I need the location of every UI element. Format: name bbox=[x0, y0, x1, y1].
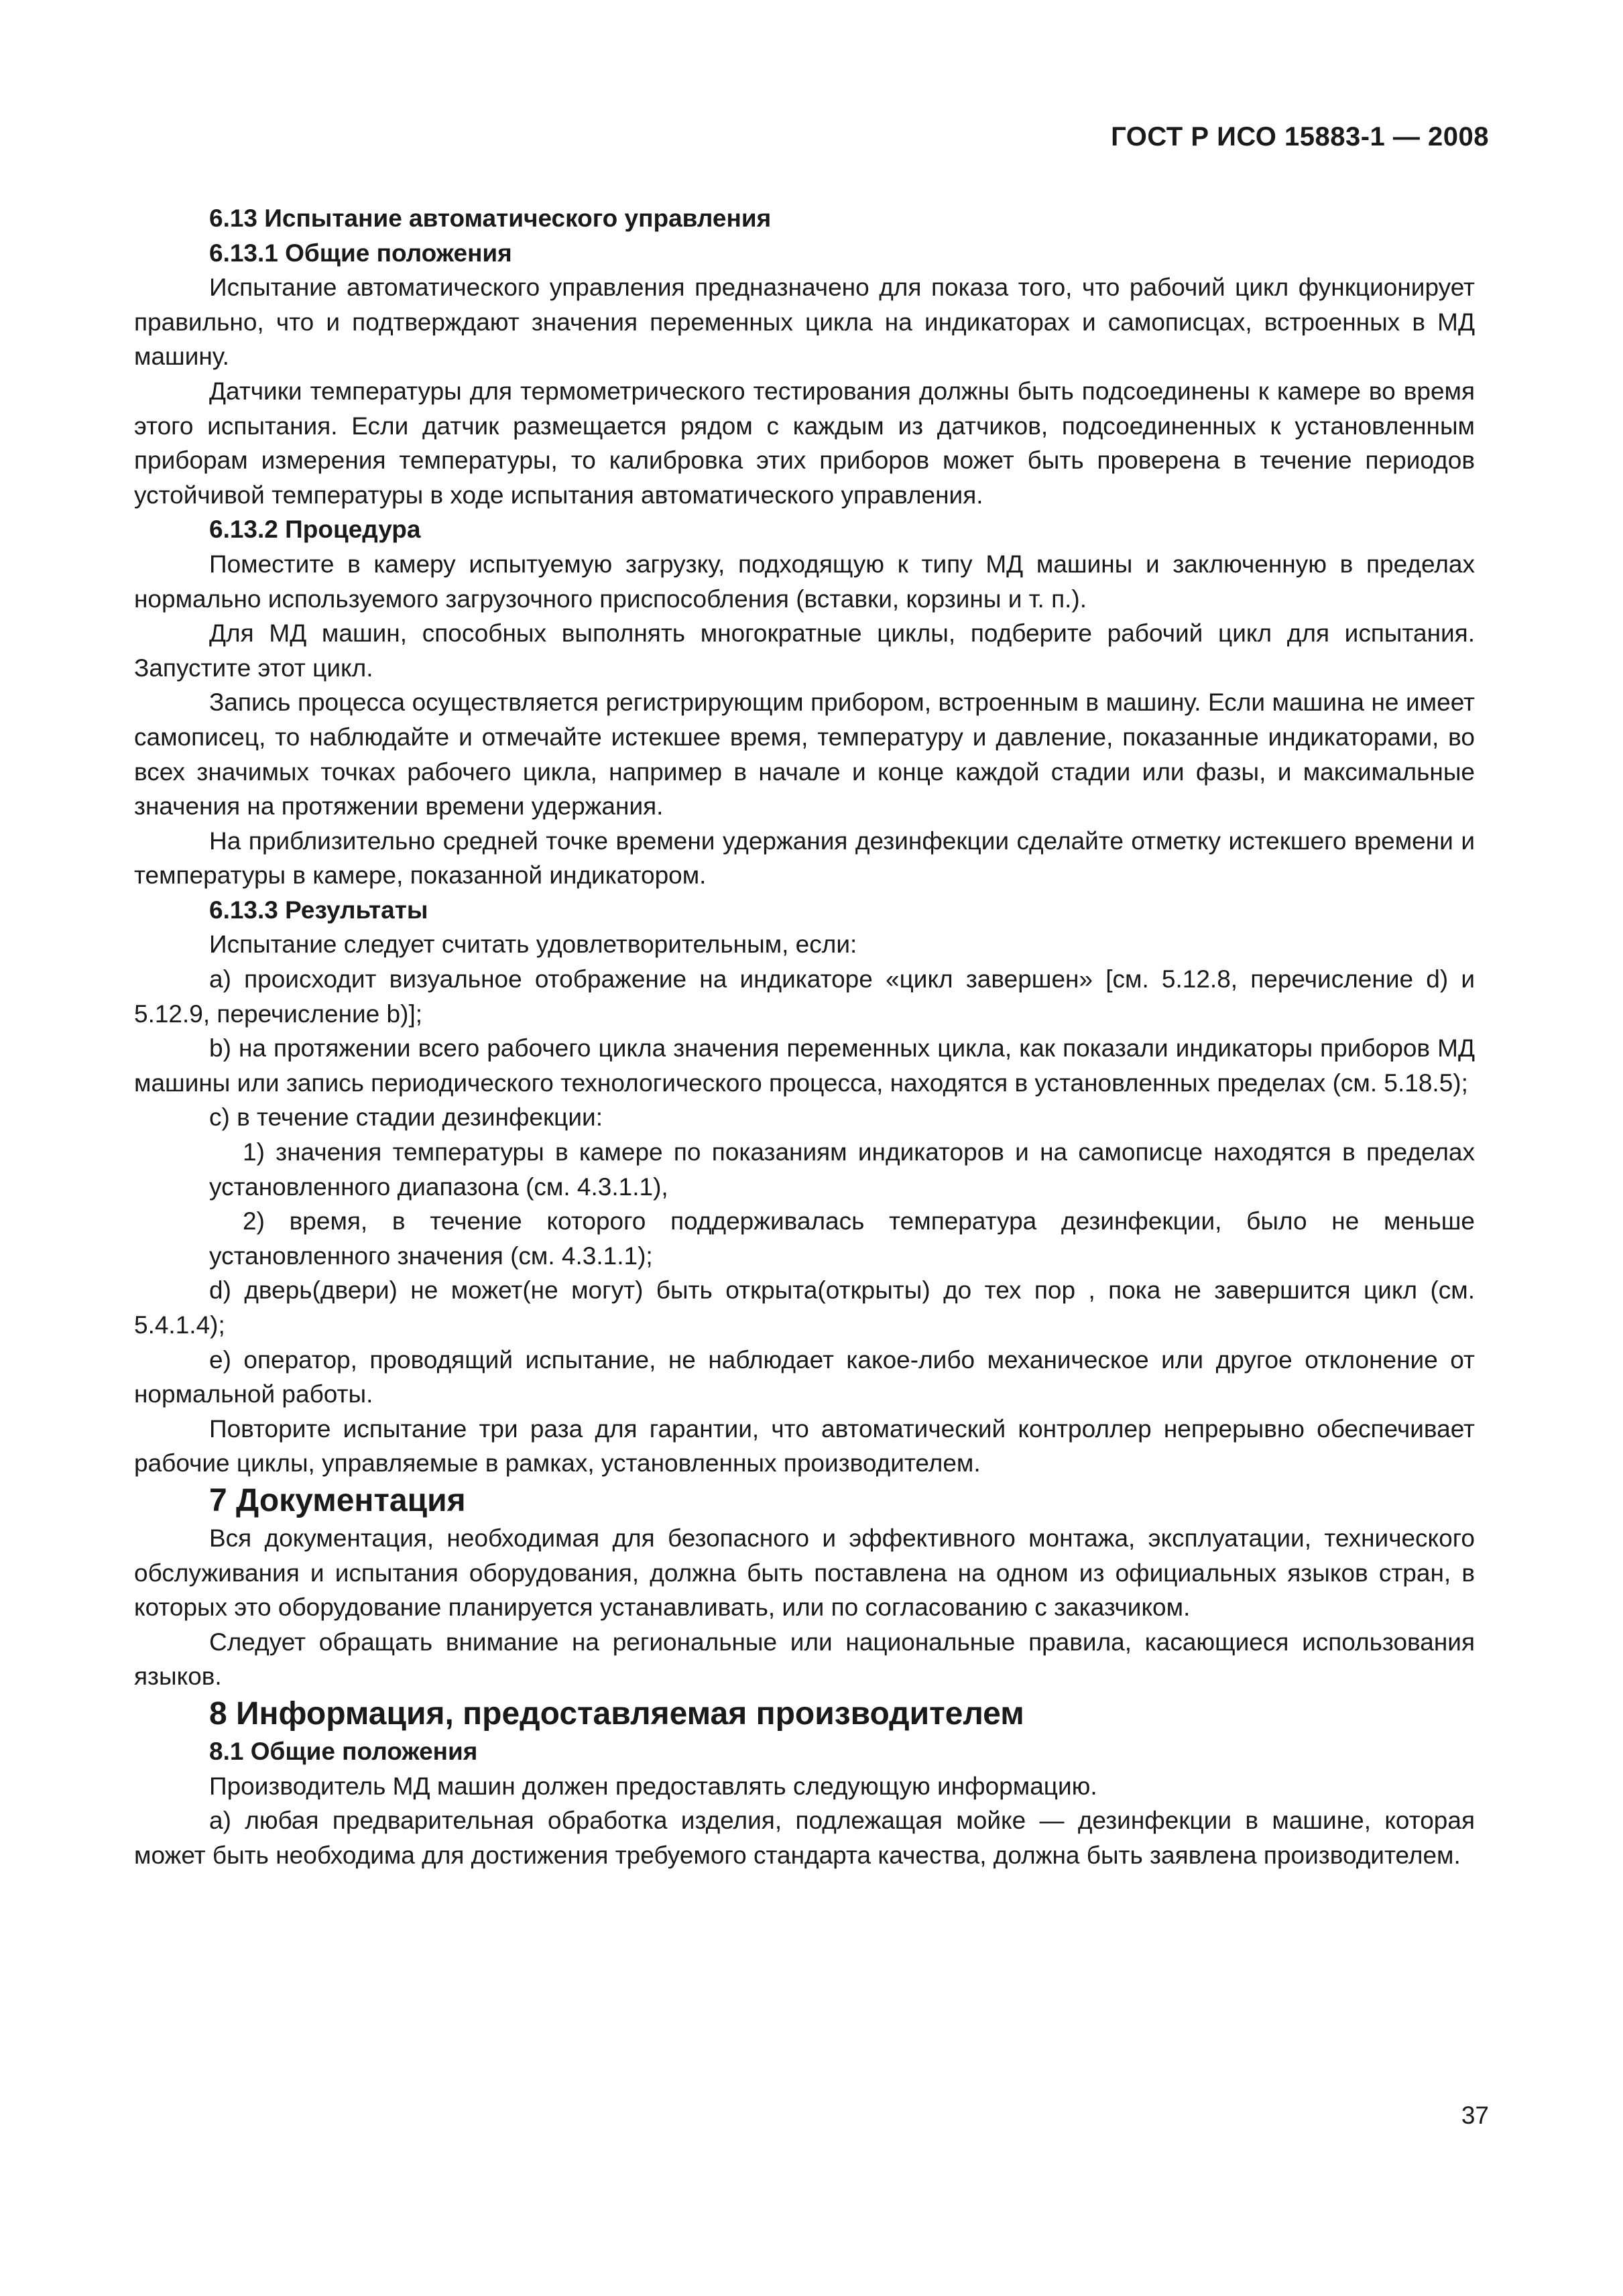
section-6-13-2-title: 6.13.2 Процедура bbox=[209, 516, 421, 544]
section-7-title: 7 Документация bbox=[209, 1482, 466, 1518]
paragraph: Датчики температуры для термометрического тестирования должны быть подсоединены к камере во время этого испытания. Если датчик размещается рядом с каждым из датчиков, подсоединенных к установленным приборам измерения температуры, то калибровка этих приборов может быть проверена в течение периодов устойчивой температуры в ходе испытания автоматического управления. bbox=[134, 377, 1475, 509]
paragraph: Испытание следует считать удовлетворительным, если: bbox=[209, 930, 857, 959]
document-header: ГОСТ Р ИСО 15883-1 — 2008 bbox=[1111, 122, 1489, 152]
paragraph: Повторите испытание три раза для гарантии, что автоматический контроллер непрерывно обеспечивает рабочие циклы, управляемые в рамках, установленных производителем. bbox=[134, 1414, 1475, 1477]
section-8-title: 8 Информация, предоставляемая производителем bbox=[209, 1695, 1024, 1732]
paragraph: Запись процесса осуществляется регистрирующим прибором, встроенным в машину. Если машина не имеет самописец, то наблюдайте и отмечайте истекшее время, температуру и давление, показанные индикаторами, во всех значимых точках рабочего цикла, например в начале и конце каждой стадии или фазы, и максимальные значения на протяжении времени удержания. bbox=[134, 688, 1475, 821]
list-item: d) дверь(двери) не может(не могут) быть открыта(открыты) до тех пор , пока не завершится цикл (см. 5.4.1.4); bbox=[134, 1276, 1475, 1339]
section-6-13-1-title: 6.13.1 Общие положения bbox=[209, 239, 512, 267]
paragraph: Вся документация, необходимая для безопасного и эффективного монтажа, эксплуатации, технического обслуживания и испытания оборудования, должна быть поставлена на одном из официальных языков стран, в которых это оборудование планируется устанавливать, или по согласованию с заказчиком. bbox=[134, 1524, 1475, 1622]
list-item: c) в течение стадии дезинфекции: bbox=[209, 1103, 603, 1132]
paragraph: Производитель МД машин должен предоставлять следующую информацию. bbox=[209, 1772, 1097, 1800]
paragraph: Для МД машин, способных выполнять многократные циклы, подберите рабочий цикл для испытания. Запустите этот цикл. bbox=[134, 619, 1475, 682]
paragraph: Следует обращать внимание на региональные или национальные правила, касающиеся использования языков. bbox=[134, 1628, 1475, 1691]
paragraph: Испытание автоматического управления предназначено для показа того, что рабочий цикл функционирует правильно, что и подтверждают значения переменных цикла на индикаторах и самописцах, встроенных в МД машину. bbox=[134, 274, 1475, 371]
page-number: 37 bbox=[1461, 2102, 1489, 2129]
list-item: a) любая предварительная обработка изделия, подлежащая мойке — дезинфекции в машине, которая может быть необходима для достижения требуемого стандарта качества, должна быть заявлена производителем. bbox=[134, 1807, 1475, 1869]
sub-list-item: 2) время, в течение которого поддерживалась температура дезинфекции, было не меньше установленного значения (см. 4.3.1.1); bbox=[209, 1207, 1475, 1270]
section-8-1-title: 8.1 Общие положения bbox=[209, 1737, 478, 1765]
list-item: a) происходит визуальное отображение на индикаторе «цикл завершен» [см. 5.12.8, перечисление d) и 5.12.9, перечисление b)]; bbox=[134, 965, 1475, 1028]
sub-list-item: 1) значения температуры в камере по показаниям индикаторов и на самописце находятся в пределах установленного диапазона (см. 4.3.1.1), bbox=[209, 1138, 1475, 1201]
document-body bbox=[134, 201, 1475, 1872]
paragraph: Поместите в камеру испытуемую загрузку, подходящую к типу МД машины и заключенную в пределах нормально используемого загрузочного приспособления (вставки, корзины и т. п.). bbox=[134, 550, 1475, 613]
paragraph: На приблизительно средней точке времени удержания дезинфекции сделайте отметку истекшего времени и температуры в камере, показанной индикатором. bbox=[134, 827, 1475, 890]
section-6-13-title: 6.13 Испытание автоматического управления bbox=[209, 204, 772, 232]
section-6-13-3-title: 6.13.3 Результаты bbox=[209, 896, 428, 924]
list-item: e) оператор, проводящий испытание, не наблюдает какое-либо механическое или другое отклонение от нормальной работы. bbox=[134, 1345, 1475, 1408]
list-item: b) на протяжении всего рабочего цикла значения переменных цикла, как показали индикаторы приборов МД машины или запись периодического технологического процесса, находятся в установленных пределах (см. 5.18.5); bbox=[134, 1034, 1475, 1097]
